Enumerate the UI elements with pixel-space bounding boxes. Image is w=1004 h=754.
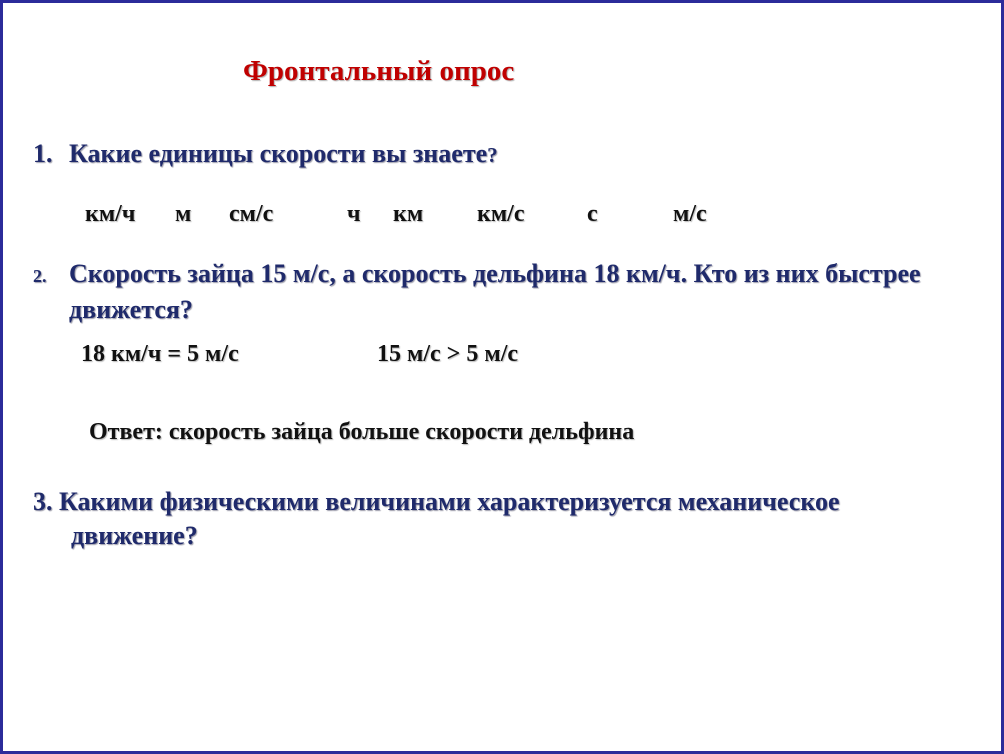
- question-2-line-2: движется?: [69, 295, 193, 324]
- question-1: [33, 137, 498, 172]
- question-3: [33, 485, 993, 553]
- comparison-equation: 15 м/с > 5 м/с: [377, 341, 519, 367]
- question-1-mark: ?: [487, 143, 498, 167]
- unit-item: км/с: [477, 201, 525, 227]
- units-list: [3, 201, 1003, 235]
- slide-title: Фронтальный опрос: [243, 55, 515, 87]
- answer-text: Ответ: скорость зайца больше скорости дельфина: [89, 419, 635, 445]
- question-1-number: 1.: [33, 139, 53, 168]
- unit-item: м/с: [673, 201, 707, 227]
- question-2-line-1: Скорость зайца 15 м/с, а скорость дельфина 18 км/ч. Кто из них быстрее: [69, 259, 921, 288]
- unit-item: км/ч: [85, 201, 136, 227]
- unit-item: см/с: [229, 201, 274, 227]
- unit-item: км: [393, 201, 424, 227]
- unit-item: ч: [347, 201, 361, 227]
- question-2: [33, 257, 993, 327]
- question-3-line-1: 3. Какими физическими величинами характеризуется механическое: [33, 487, 840, 516]
- question-2-number: 2.: [33, 266, 47, 286]
- unit-item: м: [175, 201, 192, 227]
- question-1-text: Какие единицы скорости вы знаете: [69, 139, 488, 168]
- conversion-equation: 18 км/ч = 5 м/с: [81, 341, 239, 367]
- question-3-line-2: движение?: [71, 521, 198, 550]
- unit-item: с: [587, 201, 598, 227]
